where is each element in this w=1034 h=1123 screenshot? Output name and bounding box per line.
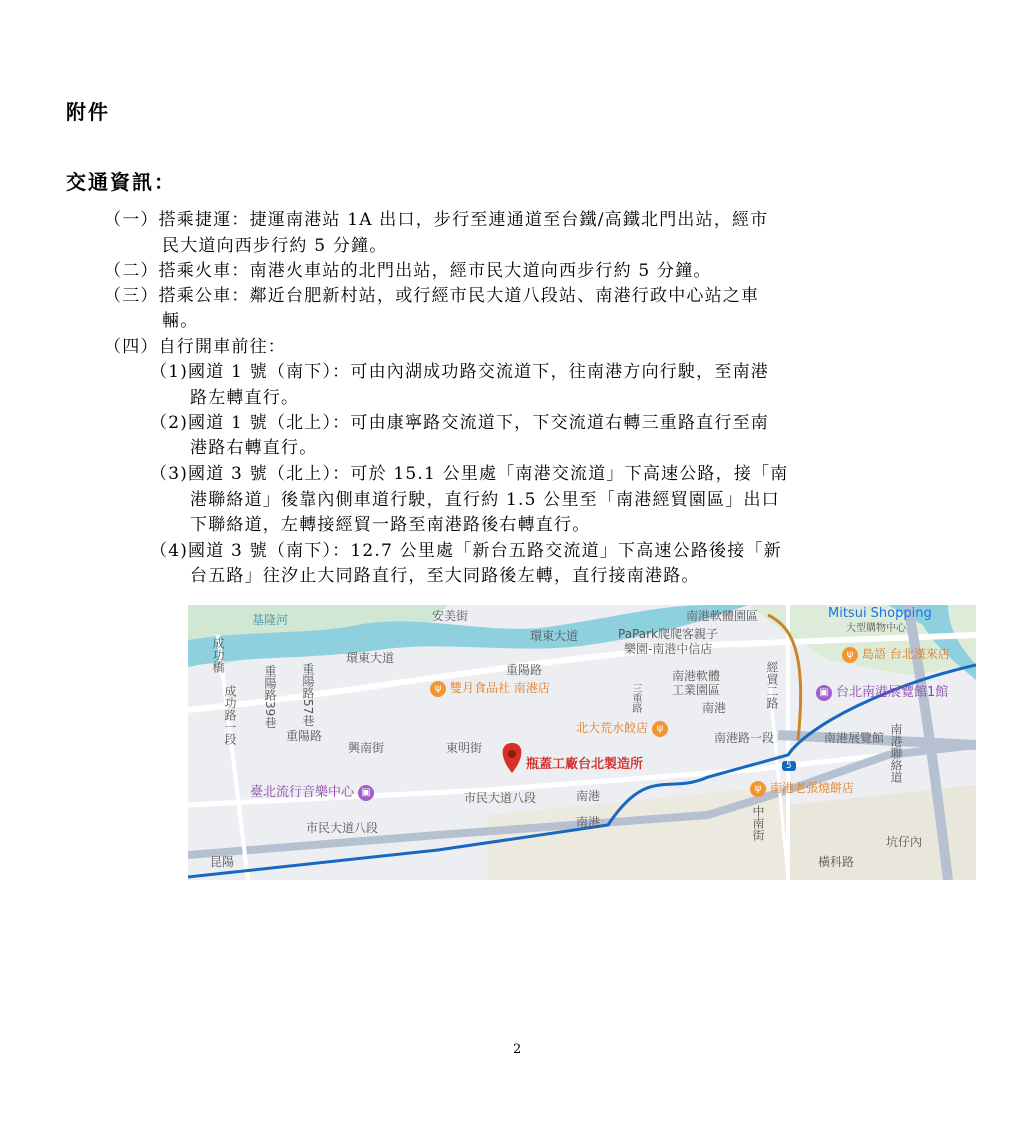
map-label-chongyang-39: 重陽路39巷 — [263, 665, 277, 729]
map-poi-daojia-label: 島語 台北漢來店 — [862, 647, 950, 661]
map-poi-exhibition-hall[interactable] — [816, 681, 948, 701]
map-label-chongyang-1: 重陽路 — [506, 663, 543, 677]
restaurant-icon: ψ — [750, 781, 766, 797]
text-line: 路左轉直行。 — [190, 388, 300, 408]
map-poi-shuangyue-label: 雙月食品社 南港店 — [450, 681, 550, 695]
text-line: （2)國道 1 號（北上）：可由康寧路交流道下，下交流道右轉三重路直行至南 — [150, 413, 769, 433]
text-line: 輛。 — [162, 311, 199, 331]
restaurant-icon: ψ — [652, 721, 668, 737]
map-label-huandong-2: 環東大道 — [346, 651, 395, 665]
map-poi-main[interactable]: 瓶蓋工廠台北製造所 — [526, 757, 644, 772]
map-label-papark-1: PaPark爬爬客親子 — [618, 627, 718, 641]
text-line: （1)國道 1 號（南下）：可由內湖成功路交流道下，往南港方向行駛，至南港 — [150, 362, 769, 382]
map-label-kunyang: 昆陽 — [210, 855, 235, 869]
map-poi-beida[interactable] — [576, 719, 672, 737]
restaurant-icon: ψ — [842, 647, 858, 663]
map-poi-daojia[interactable] — [842, 645, 950, 663]
map-label-papark-2: 樂園-南港中信店 — [624, 642, 713, 656]
map-label-chongyang-57: 重陽路57巷 — [301, 663, 315, 727]
map-label-exhibition-station: 南港展覽館 — [824, 731, 885, 745]
map-label-highway: 南港聯絡道 — [889, 723, 903, 783]
heading: 附件 — [66, 100, 110, 124]
map-label-nangang-rd1: 南港路一段 — [714, 731, 775, 745]
map-poi-laozhang[interactable] — [750, 779, 854, 797]
text-line: 台五路」往汐止大同路直行，至大同路後左轉，直行接南港路。 — [190, 566, 700, 586]
venue-icon: ▣ — [358, 785, 374, 801]
map-label-civic8-b: 市民大道八段 — [306, 821, 379, 835]
location-map[interactable] — [188, 605, 976, 880]
text-line: （4)國道 3 號（南下）：12.7 公里處「新台五路交流道」下高速公路後接「新 — [150, 541, 782, 561]
map-poi-exhibition-hall-label: 台北南港展覽館1館 — [836, 685, 949, 700]
text-line: （四）自行開車前往： — [104, 337, 286, 357]
page-number: 2 — [513, 1042, 522, 1057]
section-title: 交通資訊： — [66, 170, 176, 194]
map-label-sanchong: 三重路 — [630, 683, 641, 713]
map-label-anmei: 安美街 — [432, 609, 469, 623]
restaurant-icon: ψ — [430, 681, 446, 697]
map-poi-pop-music[interactable] — [250, 781, 378, 801]
map-label-xingnan: 興南街 — [348, 741, 385, 755]
map-label-kezhi: 坑仔內 — [886, 835, 923, 849]
map-label-keelung-river: 基隆河 — [252, 613, 289, 627]
map-label-nangang-station: 南港 — [576, 789, 601, 803]
map-label-nangang: 南港 — [702, 701, 727, 715]
text-line: （3)國道 3 號（北上）：可於 15.1 公里處「南港交流道」下高速公路，接「南 — [150, 464, 789, 484]
map-label-software-park-station: 南港軟體園區 — [686, 609, 759, 623]
map-poi-laozhang-label: 南港老張燒餅店 — [770, 781, 855, 795]
map-label-nangang-station-2: 南港 — [576, 815, 601, 829]
map-label-software-park-1: 南港軟體 — [672, 669, 721, 683]
text-line: 下聯絡道，左轉接經貿一路至南港路後右轉直行。 — [190, 515, 591, 535]
text-line: （三）搭乘公車：鄰近台肥新村站，或行經市民大道八段站、南港行政中心站之車 — [104, 286, 760, 306]
map-poi-shuangyue[interactable] — [430, 679, 550, 697]
map-label-chongyang-2: 重陽路 — [286, 729, 323, 743]
route-badge: 5 — [782, 761, 796, 771]
map-label-jingmao: 經貿二路 — [765, 661, 779, 709]
map-label-software-park-2: 工業園區 — [672, 683, 721, 697]
text-line: 港路右轉直行。 — [190, 438, 318, 458]
map-label-chenggong-bridge: 成功橋 — [211, 637, 225, 673]
map-label-chenggong-rd: 成功路一段 — [223, 685, 237, 745]
map-label-civic8-a: 市民大道八段 — [464, 791, 537, 805]
map-label-yanke: 橫科路 — [818, 855, 855, 869]
text-line: 民大道向西步行約 5 分鐘。 — [162, 236, 388, 256]
map-poi-pop-music-label: 臺北流行音樂中心 — [250, 785, 355, 800]
venue-icon: ▣ — [816, 685, 832, 701]
text-line: （二）搭乘火車：南港火車站的北門出站，經市民大道向西步行約 5 分鐘。 — [104, 261, 712, 281]
map-label-dongming: 東明街 — [446, 741, 483, 755]
map-label-mitsui: Mitsui Shopping — [828, 606, 932, 621]
text-line: 港聯絡道」後靠內側車道行駛，直行約 1.5 公里至「南港經貿園區」出口 — [190, 490, 780, 510]
text-line: （一）搭乘捷運：捷運南港站 1A 出口，步行至連通道至台鐵/高鐵北門出站，經市 — [104, 210, 769, 230]
map-poi-beida-label: 北大荒水餃店 — [576, 721, 649, 735]
map-label-zhongnan: 中南街 — [751, 805, 765, 841]
map-label-mitsui-sub: 大型購物中心 — [846, 623, 906, 634]
map-label-huandong-1: 環東大道 — [530, 629, 579, 643]
